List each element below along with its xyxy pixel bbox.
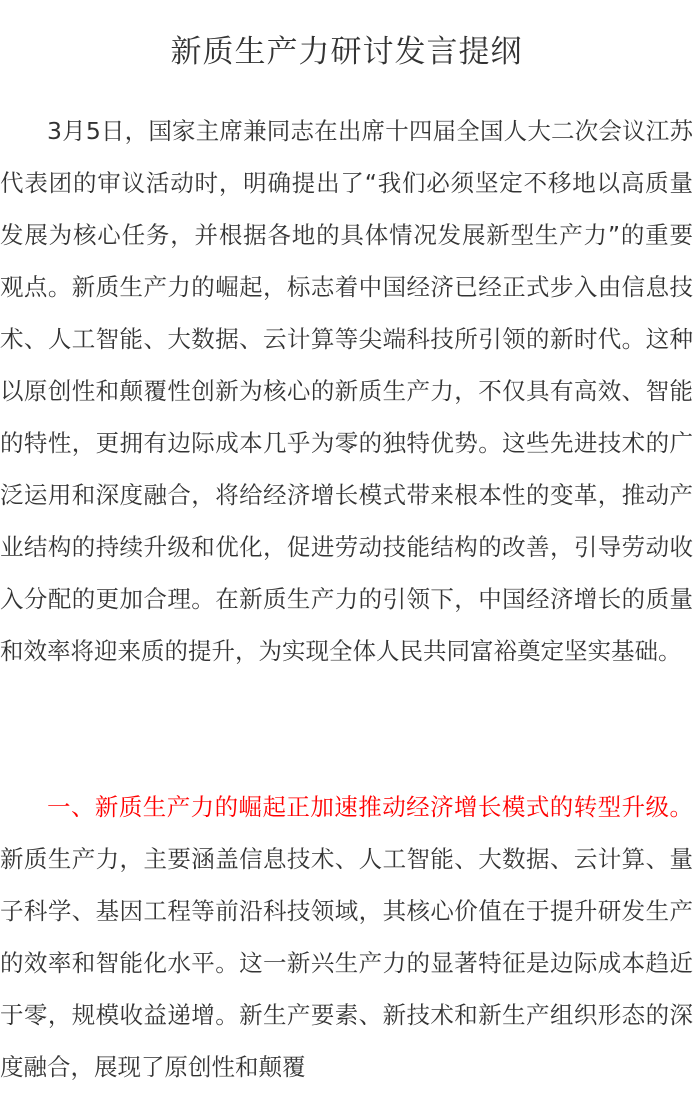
section-one-text: 新质生产力，主要涵盖信息技术、人工智能、大数据、云计算、量子科学、基因工程等前沿科技领域，其核心价值在于提升研发生产的效率和智能化水平。这一新兴生产力的显著特征是边际成本趋近于零，规模收益递增。新生产要素、新技术和新生产组织形态的深度融合，展现了原创性和颠覆 [0,845,693,1081]
intro-paragraph [0,105,693,677]
section-one-heading: 一、新质生产力的崛起正加速推动经济增长模式的转型升级。 [47,793,693,821]
document-title: 新质生产力研讨发言提纲 [170,34,523,70]
section-one-paragraph [0,781,693,1093]
intro-paragraph-text: 3月5日，国家主席兼同志在出席十四届全国人大二次会议江苏代表团的审议活动时，明确提出了“我们必须坚定不移地以高质量发展为核心任务，并根据各地的具体情况发展新型生产力”的重要观点。新质生产力的崛起，标志着中国经济已经正式步入由信息技术、人工智能、大数据、云计算等尖端科技所引领的新时代。这种以原创性和颠覆性创新为核心的新质生产力，不仅具有高效、智能的特性，更拥有边际成本几乎为零的独特优势。这些先进技术的广泛运用和深度融合，将给经济增长模式带来根本性的变革，推动产业结构的持续升级和优化，促进劳动技能结构的改善，引导劳动收入分配的更加合理。在新质生产力的引领下，中国经济增长的质量和效率将迎来质的提升，为实现全体人民共同富裕奠定坚实基础。 [0,117,693,665]
